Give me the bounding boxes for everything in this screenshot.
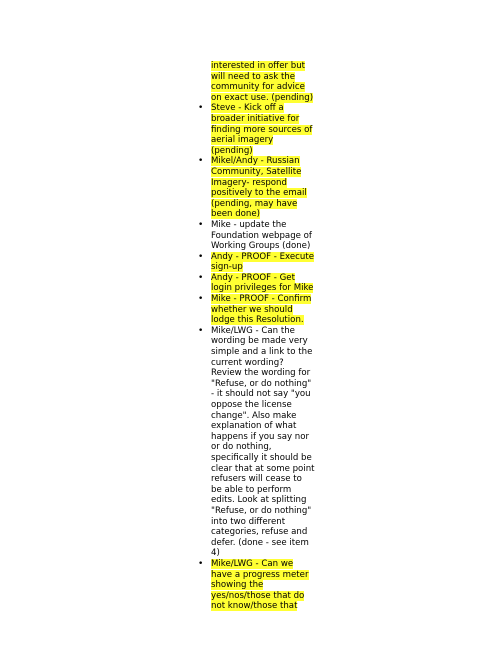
list-item-text: Mikel/Andy - Russian Community, Satellite Imagery- respond positively to the email (pending, may have been done): [211, 156, 307, 220]
list-item: [198, 251, 315, 273]
list-item-text: Mike - update the Foundation webpage of Working Groups (done): [211, 219, 312, 252]
bullet-icon: •: [198, 251, 204, 262]
action-items-column: [198, 61, 315, 612]
list-item-text: Steve - Kick off a broader initiative for finding more sources of aerial imagery (pending): [211, 103, 313, 156]
bullet-icon: •: [198, 294, 204, 305]
bullet-icon: •: [198, 103, 204, 114]
list-item-text: Andy - PROOF - Get login privileges for Mike: [211, 272, 314, 294]
list-item-text: Mike/LWG - Can the wording be made very simple and a link to the current wording? Review the wording for "Refuse, or do nothing" - it should not say "you oppose the license change". Also make explanation of what happens if you say nor or do nothing, specifically it should be clear that at some point refusers will cease to be able to perform edits. Look at splitting "Refuse, or do nothing" into two different categories, refuse and defer. (done - see item 4): [211, 325, 315, 559]
bullet-icon: •: [198, 156, 204, 167]
list-item-text: Andy - PROOF - Execute sign-up: [211, 251, 314, 273]
bullet-icon: •: [198, 325, 204, 336]
list-item-text: Mike - PROOF - Confirm whether we should lodge this Resolution.: [211, 294, 312, 326]
continued-item-text: interested in offer but will need to ask the community for advice on exact use. (pending): [211, 61, 314, 103]
list-item: [198, 272, 315, 294]
list-item: [198, 558, 315, 612]
list-item-text: Mike/LWG - Can we have a progress meter showing the yes/nos/those that do not know/those that: [211, 558, 309, 612]
bullet-icon: •: [198, 272, 204, 283]
list-item: [198, 294, 315, 326]
bullet-icon: •: [198, 219, 204, 230]
bullet-icon: •: [198, 558, 204, 569]
list-item: [198, 156, 315, 220]
list-item: [198, 103, 315, 156]
list-item: [198, 325, 315, 559]
list-item: [198, 219, 315, 252]
action-items-list: [198, 103, 315, 612]
continued-item: [211, 61, 315, 103]
